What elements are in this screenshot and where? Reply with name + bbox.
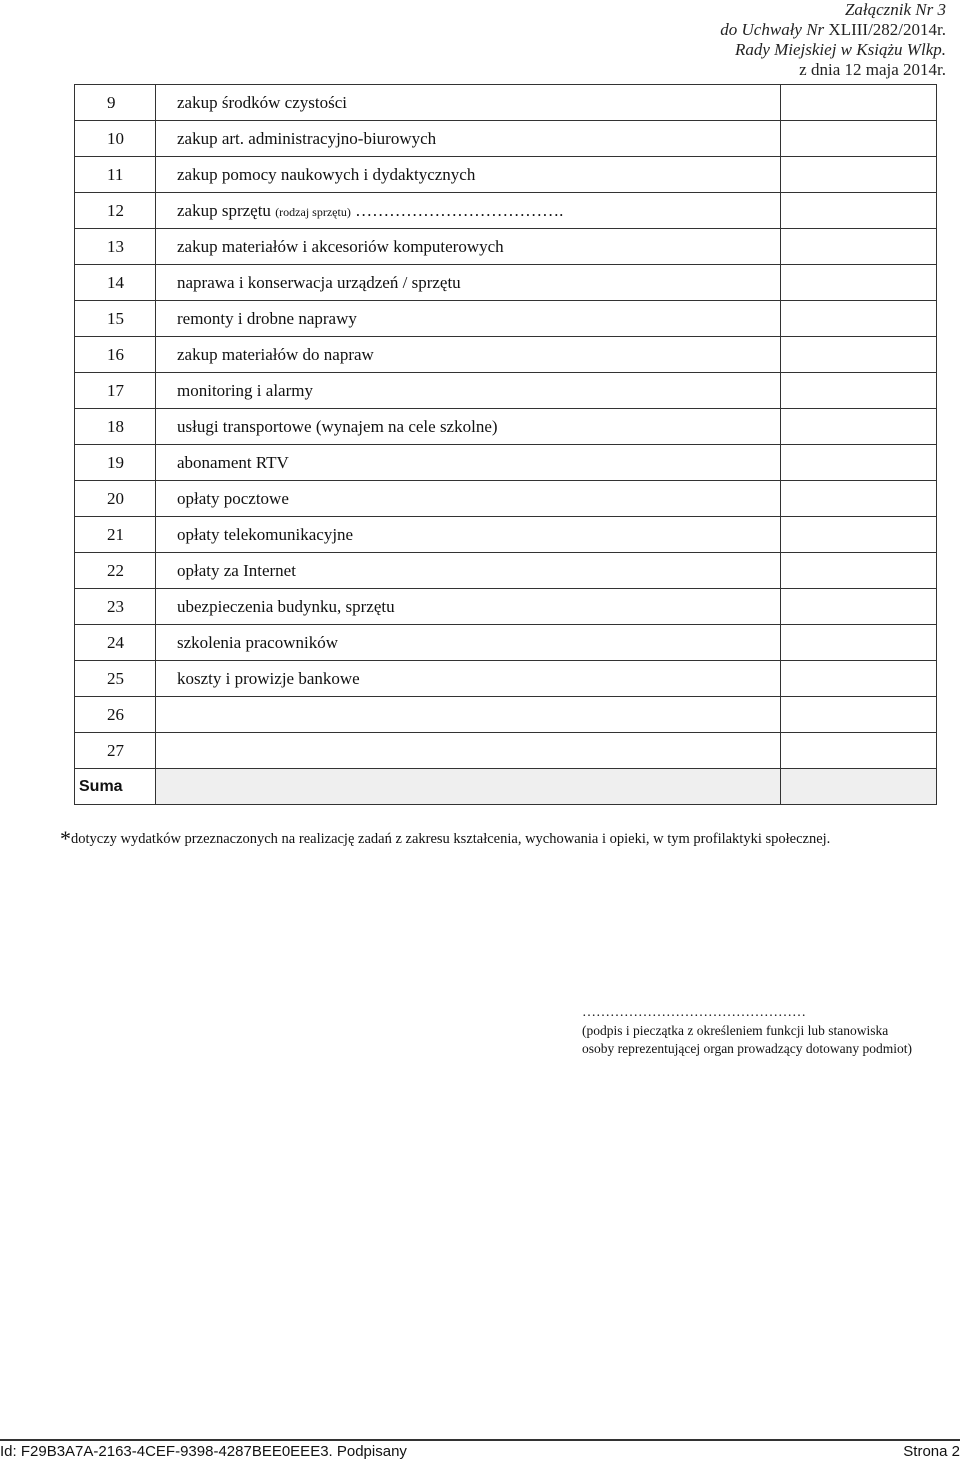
row-amount [781, 733, 937, 769]
table-row [75, 733, 937, 769]
sum-value-cell [781, 769, 937, 805]
row-amount [781, 157, 937, 193]
table-row [75, 697, 937, 733]
row-description: zakup materiałów i akcesoriów komputerowych [156, 229, 781, 265]
row-description: monitoring i alarmy [156, 373, 781, 409]
table-row [75, 409, 937, 445]
signature-dots: ………………………………………… [582, 1005, 806, 1020]
attachment-title: Załącznik Nr 3 [844, 0, 946, 19]
table-row [75, 265, 937, 301]
row-description [156, 697, 781, 733]
footnote [60, 826, 830, 852]
row-description: opłaty pocztowe [156, 481, 781, 517]
footnote-text: dotyczy wydatków przeznaczonych na realizację zadań z zakresu kształcenia, wychowania i opieki, w tym profilaktyki społecznej. [71, 831, 831, 847]
row-description: zakup materiałów do napraw [156, 337, 781, 373]
row-number: 10 [75, 121, 156, 157]
row-amount [781, 481, 937, 517]
row-amount [781, 193, 937, 229]
row-number: 25 [75, 661, 156, 697]
resolution-date: z dnia 12 maja 2014r. [799, 60, 946, 79]
row-description: szkolenia pracowników [156, 625, 781, 661]
table-row [75, 661, 937, 697]
row-description: naprawa i konserwacja urządzeń / sprzętu [156, 265, 781, 301]
row-number: 18 [75, 409, 156, 445]
row-description-fill: ………………………………. [350, 200, 564, 220]
row-number: 12 [75, 193, 156, 229]
resolution-line [586, 20, 946, 40]
row-amount [781, 625, 937, 661]
row-number: 16 [75, 337, 156, 373]
table-row [75, 85, 937, 121]
row-number: 9 [75, 85, 156, 121]
row-amount [781, 589, 937, 625]
signature-block [582, 1004, 912, 1058]
row-number: 14 [75, 265, 156, 301]
row-amount [781, 229, 937, 265]
row-number: 23 [75, 589, 156, 625]
table-row [75, 373, 937, 409]
attachment-header [586, 0, 946, 80]
sum-label: Suma [75, 769, 156, 805]
table-row [75, 121, 937, 157]
row-number: 17 [75, 373, 156, 409]
row-description: koszty i prowizje bankowe [156, 661, 781, 697]
row-description: opłaty telekomunikacyjne [156, 517, 781, 553]
table-row [75, 301, 937, 337]
row-number: 13 [75, 229, 156, 265]
expense-table-body [75, 85, 937, 769]
row-description: zakup środków czystości [156, 85, 781, 121]
row-amount [781, 517, 937, 553]
row-amount [781, 553, 937, 589]
row-description: ubezpieczenia budynku, sprzętu [156, 589, 781, 625]
row-amount [781, 337, 937, 373]
row-amount [781, 445, 937, 481]
document-id: Id: F29B3A7A-2163-4CEF-9398-4287BEE0EEE3. Podpisany [0, 1443, 407, 1460]
row-description [156, 193, 781, 229]
signature-caption-line1: (podpis i pieczątka z określeniem funkcji lub stanowiska [582, 1023, 889, 1038]
row-description [156, 733, 781, 769]
row-description-text: zakup sprzętu [177, 200, 276, 220]
table-row [75, 337, 937, 373]
table-row [75, 553, 937, 589]
table-row [75, 625, 937, 661]
row-description: abonament RTV [156, 445, 781, 481]
resolution-prefix: do Uchwały Nr [720, 20, 829, 39]
footnote-star: * [60, 826, 71, 851]
row-number: 24 [75, 625, 156, 661]
row-amount [781, 265, 937, 301]
signature-caption-line2: osoby reprezentującej organ prowadzący dotowany podmiot) [582, 1041, 913, 1056]
row-description: opłaty za Internet [156, 553, 781, 589]
row-description: zakup art. administracyjno-biurowych [156, 121, 781, 157]
row-number: 20 [75, 481, 156, 517]
row-description: usługi transportowe (wynajem na cele szkolne) [156, 409, 781, 445]
council-name: Rady Miejskiej w Książu Wlkp. [734, 40, 946, 59]
row-number: 11 [75, 157, 156, 193]
row-amount [781, 697, 937, 733]
expense-table [74, 84, 937, 805]
sum-description-cell [156, 769, 781, 805]
page-number: Strona 2 [903, 1443, 960, 1460]
table-row [75, 589, 937, 625]
row-number: 26 [75, 697, 156, 733]
row-number: 21 [75, 517, 156, 553]
table-row [75, 481, 937, 517]
table-row [75, 229, 937, 265]
sum-row [75, 769, 937, 805]
row-amount [781, 409, 937, 445]
row-description-note: (rodzaj sprzętu) [275, 204, 351, 219]
row-amount [781, 301, 937, 337]
row-description: zakup pomocy naukowych i dydaktycznych [156, 157, 781, 193]
row-amount [781, 121, 937, 157]
row-amount [781, 373, 937, 409]
row-amount [781, 85, 937, 121]
footer-divider [0, 1439, 960, 1441]
row-number: 22 [75, 553, 156, 589]
table-row [75, 157, 937, 193]
row-description: remonty i drobne naprawy [156, 301, 781, 337]
table-row [75, 445, 937, 481]
row-number: 15 [75, 301, 156, 337]
resolution-number: XLIII/282/2014r. [828, 20, 946, 39]
row-number: 19 [75, 445, 156, 481]
table-row [75, 517, 937, 553]
row-amount [781, 661, 937, 697]
row-number: 27 [75, 733, 156, 769]
table-row [75, 193, 937, 229]
